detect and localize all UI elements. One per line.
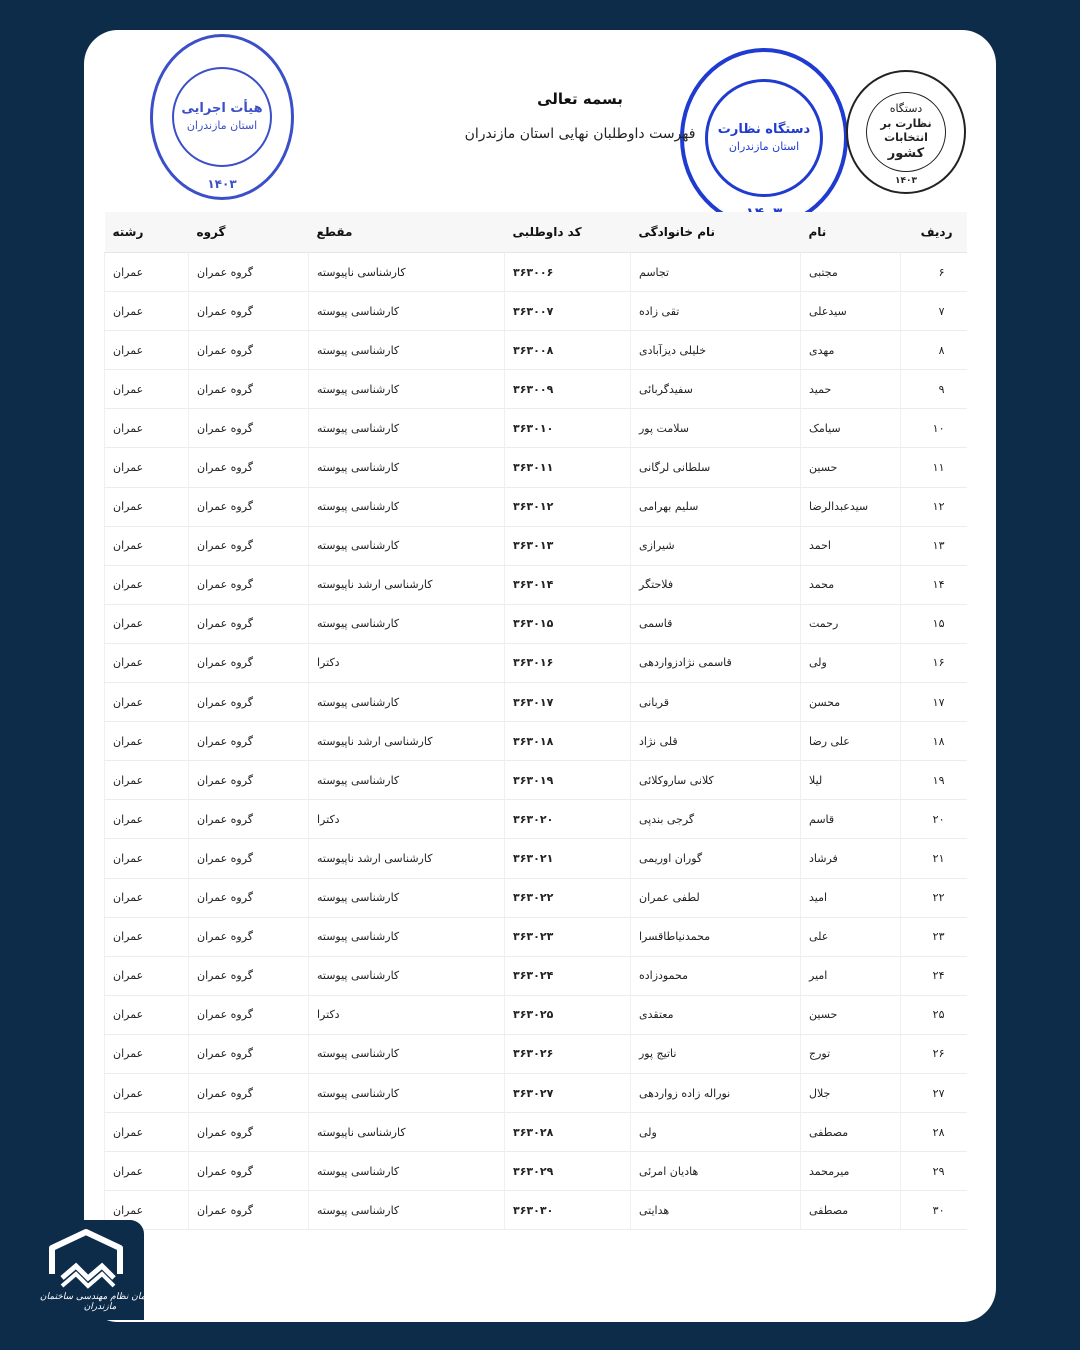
- cell-degree: کارشناسی ارشد ناپیوسته: [309, 839, 505, 878]
- cell-group: گروه عمران: [189, 800, 309, 839]
- executive-board-stamp: [150, 34, 294, 200]
- cell-field: عمران: [105, 683, 189, 722]
- building-logo-icon: [48, 1228, 124, 1290]
- cell-field: عمران: [105, 643, 189, 682]
- cell-code: ۳۶۳۰۱۸: [505, 722, 631, 761]
- cell-name: علی: [801, 917, 901, 956]
- cell-degree: کارشناسی پیوسته: [309, 292, 505, 331]
- cell-code: ۳۶۳۰۲۰: [505, 800, 631, 839]
- cell-radif: ۱۵: [901, 604, 967, 643]
- stamp-line-2: نظارت بر انتخابات: [880, 117, 932, 144]
- cell-code: ۳۶۳۰۰۸: [505, 331, 631, 370]
- cell-degree: دکترا: [309, 800, 505, 839]
- cell-name: حسین: [801, 448, 901, 487]
- cell-family: کلانی سارو‌کلائی: [631, 761, 801, 800]
- cell-group: گروه عمران: [189, 487, 309, 526]
- cell-name: لیلا: [801, 761, 901, 800]
- cell-name: مصطفی: [801, 1113, 901, 1152]
- cell-field: عمران: [105, 722, 189, 761]
- cell-radif: ۱۶: [901, 643, 967, 682]
- stamp-line-1: دستگاه: [889, 102, 923, 115]
- cell-group: گروه عمران: [189, 331, 309, 370]
- cell-degree: کارشناسی پیوسته: [309, 917, 505, 956]
- table-row: [105, 722, 967, 761]
- cell-degree: دکترا: [309, 643, 505, 682]
- cell-field: عمران: [105, 839, 189, 878]
- cell-degree: کارشناسی پیوسته: [309, 1152, 505, 1191]
- cell-degree: کارشناسی پیوسته: [309, 1191, 505, 1230]
- cell-code: ۳۶۳۰۱۰: [505, 409, 631, 448]
- cell-name: جلال: [801, 1073, 901, 1112]
- table-row: [105, 995, 967, 1034]
- cell-code: ۳۶۳۰۲۲: [505, 878, 631, 917]
- table-row: [105, 800, 967, 839]
- cell-code: ۳۶۳۰۲۳: [505, 917, 631, 956]
- header-field: رشته: [105, 212, 189, 253]
- cell-degree: کارشناسی پیوسته: [309, 448, 505, 487]
- table-header-row: [105, 212, 967, 253]
- cell-field: عمران: [105, 917, 189, 956]
- cell-group: گروه عمران: [189, 878, 309, 917]
- cell-degree: کارشناسی پیوسته: [309, 761, 505, 800]
- cell-radif: ۲۴: [901, 956, 967, 995]
- cell-radif: ۱۰: [901, 409, 967, 448]
- cell-radif: ۹: [901, 370, 967, 409]
- cell-degree: کارشناسی پیوسته: [309, 370, 505, 409]
- cell-code: ۳۶۳۰۲۹: [505, 1152, 631, 1191]
- table-row: [105, 487, 967, 526]
- table-row: [105, 1073, 967, 1112]
- stamp-line-2: استان مازندران: [186, 119, 258, 132]
- cell-radif: ۲۹: [901, 1152, 967, 1191]
- cell-code: ۳۶۳۰۰۷: [505, 292, 631, 331]
- cell-family: سلیم بهرامی: [631, 487, 801, 526]
- table-row: [105, 331, 967, 370]
- cell-name: میرمحمد: [801, 1152, 901, 1191]
- cell-group: گروه عمران: [189, 1034, 309, 1073]
- table-row: [105, 409, 967, 448]
- cell-radif: ۱۹: [901, 761, 967, 800]
- cell-code: ۳۶۳۰۱۵: [505, 604, 631, 643]
- cell-radif: ۲۷: [901, 1073, 967, 1112]
- cell-degree: کارشناسی پیوسته: [309, 331, 505, 370]
- cell-radif: ۲۲: [901, 878, 967, 917]
- table-row: [105, 565, 967, 604]
- cell-code: ۳۶۳۰۲۶: [505, 1034, 631, 1073]
- cell-radif: ۳۰: [901, 1191, 967, 1230]
- cell-radif: ۲۳: [901, 917, 967, 956]
- cell-group: گروه عمران: [189, 604, 309, 643]
- table-row: [105, 1034, 967, 1073]
- cell-group: گروه عمران: [189, 253, 309, 292]
- cell-radif: ۲۸: [901, 1113, 967, 1152]
- cell-name: فرشاد: [801, 839, 901, 878]
- stamp-line-1: هیأت اجرایی: [181, 101, 263, 116]
- cell-field: عمران: [105, 565, 189, 604]
- table-row: [105, 683, 967, 722]
- cell-code: ۳۶۳۰۲۷: [505, 1073, 631, 1112]
- cell-code: ۳۶۳۰۲۴: [505, 956, 631, 995]
- cell-name: مصطفی: [801, 1191, 901, 1230]
- cell-field: عمران: [105, 1113, 189, 1152]
- cell-group: گروه عمران: [189, 448, 309, 487]
- cell-family: گوران اوریمی: [631, 839, 801, 878]
- table-row: [105, 917, 967, 956]
- cell-name: امیر: [801, 956, 901, 995]
- cell-family: نوراله زاده زواردهی: [631, 1073, 801, 1112]
- stamp-inner-ring: [172, 67, 272, 167]
- cell-code: ۳۶۳۰۱۱: [505, 448, 631, 487]
- cell-field: عمران: [105, 604, 189, 643]
- cell-degree: کارشناسی پیوسته: [309, 487, 505, 526]
- table-row: [105, 253, 967, 292]
- cell-degree: دکترا: [309, 995, 505, 1034]
- cell-name: رحمت: [801, 604, 901, 643]
- cell-family: ناتیج پور: [631, 1034, 801, 1073]
- cell-group: گروه عمران: [189, 526, 309, 565]
- cell-group: گروه عمران: [189, 1113, 309, 1152]
- cell-field: عمران: [105, 253, 189, 292]
- cell-code: ۳۶۳۰۲۸: [505, 1113, 631, 1152]
- cell-field: عمران: [105, 487, 189, 526]
- cell-radif: ۷: [901, 292, 967, 331]
- cell-name: قاسم: [801, 800, 901, 839]
- cell-name: سیدعبدالرضا: [801, 487, 901, 526]
- cell-family: گرجی بندپی: [631, 800, 801, 839]
- cell-code: ۳۶۳۰۱۷: [505, 683, 631, 722]
- cell-field: عمران: [105, 1073, 189, 1112]
- cell-radif: ۶: [901, 253, 967, 292]
- table-row: [105, 292, 967, 331]
- header-family: نام خانوادگی: [631, 212, 801, 253]
- cell-code: ۳۶۳۰۰۶: [505, 253, 631, 292]
- cell-field: عمران: [105, 292, 189, 331]
- cell-degree: کارشناسی پیوسته: [309, 1034, 505, 1073]
- cell-field: عمران: [105, 878, 189, 917]
- organization-name: سازمان نظام مهندسی ساختمان مازندران: [39, 1292, 161, 1312]
- cell-degree: کارشناسی ارشد ناپیوسته: [309, 722, 505, 761]
- cell-family: قاسمی: [631, 604, 801, 643]
- cell-name: سیدعلی: [801, 292, 901, 331]
- cell-group: گروه عمران: [189, 1073, 309, 1112]
- cell-code: ۳۶۳۰۱۳: [505, 526, 631, 565]
- cell-radif: ۱۳: [901, 526, 967, 565]
- stamp-year: ۱۴۰۳: [207, 177, 237, 191]
- header-radif: ردیف: [901, 212, 967, 253]
- cell-name: محمد: [801, 565, 901, 604]
- cell-field: عمران: [105, 995, 189, 1034]
- table-row: [105, 448, 967, 487]
- cell-degree: کارشناسی پیوسته: [309, 683, 505, 722]
- table-row: [105, 526, 967, 565]
- cell-family: هادیان امرئی: [631, 1152, 801, 1191]
- table-row: [105, 1152, 967, 1191]
- cell-code: ۳۶۳۰۱۴: [505, 565, 631, 604]
- cell-field: عمران: [105, 800, 189, 839]
- cell-field: عمران: [105, 956, 189, 995]
- table-row: [105, 1191, 967, 1230]
- document-subtitle: فهرست داوطلبان نهایی استان مازندران: [464, 126, 696, 142]
- table-row: [105, 1113, 967, 1152]
- cell-radif: ۱۸: [901, 722, 967, 761]
- cell-radif: ۱۲: [901, 487, 967, 526]
- header-degree: مقطع: [309, 212, 505, 253]
- cell-code: ۳۶۳۰۱۲: [505, 487, 631, 526]
- cell-field: عمران: [105, 1152, 189, 1191]
- cell-degree: کارشناسی ناپیوسته: [309, 1113, 505, 1152]
- cell-code: ۳۶۳۰۱۹: [505, 761, 631, 800]
- cell-radif: ۸: [901, 331, 967, 370]
- cell-family: شیرازی: [631, 526, 801, 565]
- organization-logo: [28, 1220, 161, 1320]
- cell-group: گروه عمران: [189, 761, 309, 800]
- cell-field: عمران: [105, 370, 189, 409]
- cell-field: عمران: [105, 1191, 189, 1230]
- cell-family: فلاحتگر: [631, 565, 801, 604]
- cell-family: تقی زاده: [631, 292, 801, 331]
- cell-family: هدایتی: [631, 1191, 801, 1230]
- cell-group: گروه عمران: [189, 995, 309, 1034]
- cell-radif: ۲۰: [901, 800, 967, 839]
- cell-degree: کارشناسی پیوسته: [309, 1073, 505, 1112]
- cell-name: مهدی: [801, 331, 901, 370]
- cell-name: محسن: [801, 683, 901, 722]
- cell-radif: ۲۱: [901, 839, 967, 878]
- table-row: [105, 643, 967, 682]
- cell-radif: ۱۷: [901, 683, 967, 722]
- stamp-line-1: دستگاه نظارت: [717, 122, 811, 137]
- cell-code: ۳۶۳۰۰۹: [505, 370, 631, 409]
- stamp-year: ۱۴۰۳: [895, 176, 917, 186]
- cell-name: ولی: [801, 643, 901, 682]
- cell-code: ۳۶۳۰۱۶: [505, 643, 631, 682]
- cell-group: گروه عمران: [189, 565, 309, 604]
- candidates-table: [104, 212, 967, 1230]
- cell-name: حمید: [801, 370, 901, 409]
- cell-family: سلامت پور: [631, 409, 801, 448]
- cell-family: قربانی: [631, 683, 801, 722]
- cell-field: عمران: [105, 1034, 189, 1073]
- cell-group: گروه عمران: [189, 643, 309, 682]
- cell-field: عمران: [105, 331, 189, 370]
- header-code: کد داوطلبی: [505, 212, 631, 253]
- cell-group: گروه عمران: [189, 1152, 309, 1191]
- cell-radif: ۱۱: [901, 448, 967, 487]
- cell-name: تورج: [801, 1034, 901, 1073]
- header-group: گروه: [189, 212, 309, 253]
- table-row: [105, 604, 967, 643]
- cell-radif: ۲۶: [901, 1034, 967, 1073]
- cell-radif: ۱۴: [901, 565, 967, 604]
- cell-degree: کارشناسی پیوسته: [309, 526, 505, 565]
- table-row: [105, 761, 967, 800]
- header-name: نام: [801, 212, 901, 253]
- cell-group: گروه عمران: [189, 292, 309, 331]
- cell-code: ۳۶۳۰۳۰: [505, 1191, 631, 1230]
- cell-group: گروه عمران: [189, 917, 309, 956]
- cell-family: ولی: [631, 1113, 801, 1152]
- document-page: [84, 30, 996, 1322]
- cell-name: سیامک: [801, 409, 901, 448]
- document-title: بسمه تعالی: [537, 90, 623, 108]
- cell-field: عمران: [105, 526, 189, 565]
- cell-group: گروه عمران: [189, 956, 309, 995]
- cell-family: خلیلی دیزآبادی: [631, 331, 801, 370]
- cell-degree: کارشناسی پیوسته: [309, 956, 505, 995]
- cell-family: قاسمی نژادزواردهی: [631, 643, 801, 682]
- cell-name: علی رضا: [801, 722, 901, 761]
- cell-group: گروه عمران: [189, 683, 309, 722]
- cell-group: گروه عمران: [189, 409, 309, 448]
- cell-group: گروه عمران: [189, 1191, 309, 1230]
- table-row: [105, 956, 967, 995]
- cell-name: حسین: [801, 995, 901, 1034]
- table-row: [105, 370, 967, 409]
- cell-degree: کارشناسی پیوسته: [309, 878, 505, 917]
- cell-family: تجاسم: [631, 253, 801, 292]
- cell-group: گروه عمران: [189, 370, 309, 409]
- cell-degree: کارشناسی ارشد ناپیوسته: [309, 565, 505, 604]
- table-row: [105, 839, 967, 878]
- cell-group: گروه عمران: [189, 839, 309, 878]
- cell-field: عمران: [105, 409, 189, 448]
- cell-code: ۳۶۳۰۲۱: [505, 839, 631, 878]
- cell-name: امید: [801, 878, 901, 917]
- cell-degree: کارشناسی پیوسته: [309, 409, 505, 448]
- cell-family: قلی نژاد: [631, 722, 801, 761]
- cell-family: سفیدگربائی: [631, 370, 801, 409]
- stamp-line-3: کشور: [887, 146, 925, 161]
- cell-family: سلطانی لرگانی: [631, 448, 801, 487]
- cell-family: محمودزاده: [631, 956, 801, 995]
- cell-degree: کارشناسی ناپیوسته: [309, 253, 505, 292]
- cell-family: لطفی عمران: [631, 878, 801, 917]
- cell-degree: کارشناسی پیوسته: [309, 604, 505, 643]
- cell-code: ۳۶۳۰۲۵: [505, 995, 631, 1034]
- table-row: [105, 878, 967, 917]
- cell-family: معتقدی: [631, 995, 801, 1034]
- stamp-line-2: استان مازندران: [728, 140, 800, 153]
- cell-field: عمران: [105, 448, 189, 487]
- cell-group: گروه عمران: [189, 722, 309, 761]
- cell-field: عمران: [105, 761, 189, 800]
- cell-name: احمد: [801, 526, 901, 565]
- cell-family: محمدنیاطاقسرا: [631, 917, 801, 956]
- cell-radif: ۲۵: [901, 995, 967, 1034]
- cell-name: مجتبی: [801, 253, 901, 292]
